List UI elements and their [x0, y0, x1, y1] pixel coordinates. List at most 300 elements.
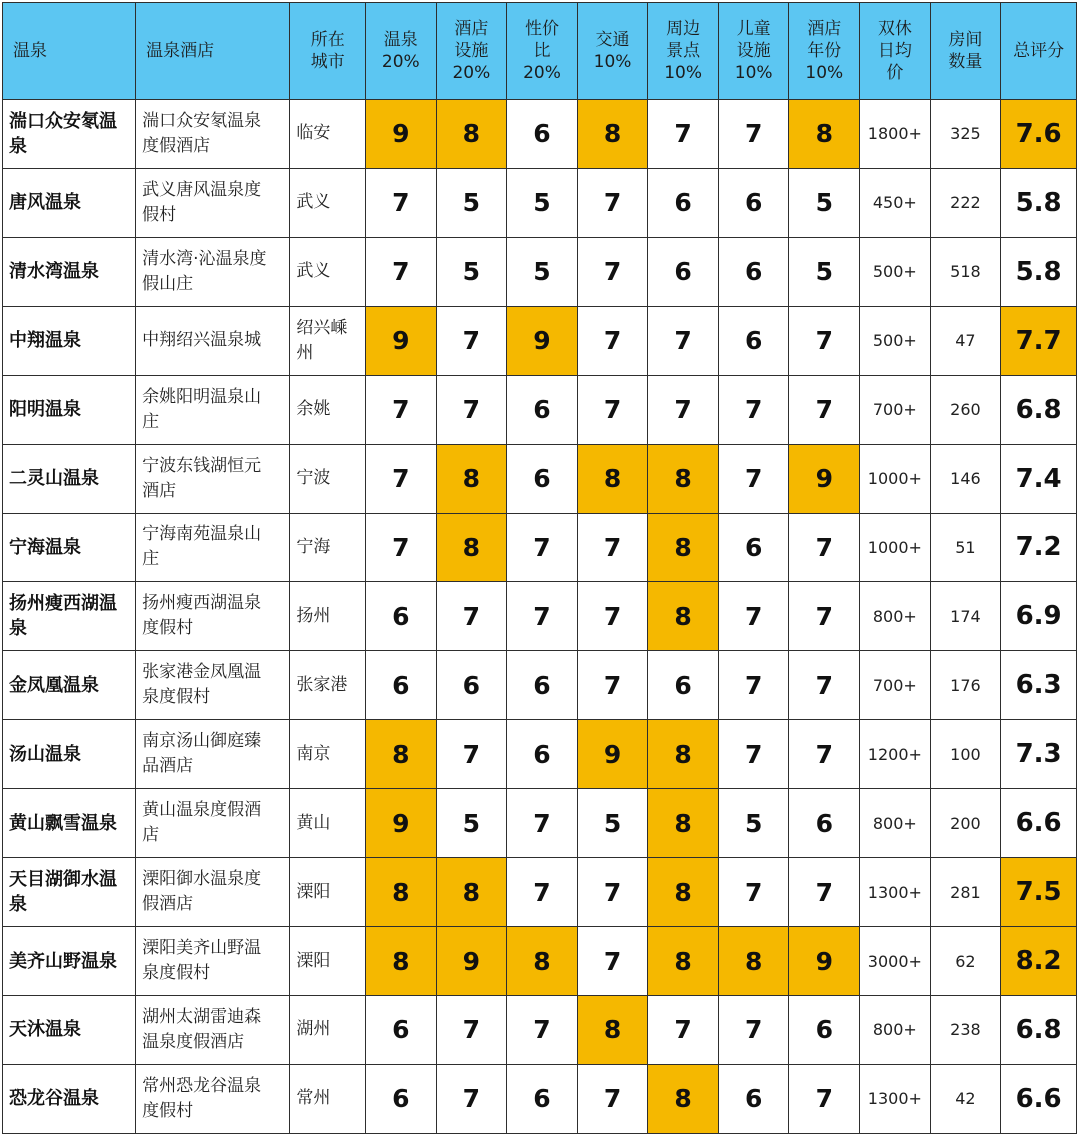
header-value-weight [507, 3, 578, 100]
spring-name-cell [3, 375, 136, 444]
score-cell: 9 [507, 306, 578, 375]
score-cell: 8 [648, 927, 719, 996]
name-line: 泉 [9, 894, 27, 916]
header-text-line: 城市 [310, 52, 345, 72]
city-cell [290, 858, 366, 927]
city-line: 南京 [296, 743, 331, 764]
score-cell: 6 [718, 237, 789, 306]
hotel-line: 假村 [142, 204, 177, 225]
score-cell: 7 [718, 651, 789, 720]
total-score-cell: 6.6 [1001, 789, 1077, 858]
name-line: 美齐山野温泉 [9, 950, 117, 972]
total-score-cell: 6.8 [1001, 375, 1077, 444]
city-line: 宁波 [296, 468, 331, 489]
spring-name-cell [3, 789, 136, 858]
hotel-line: 度假村 [142, 618, 194, 639]
header-total-score [1001, 3, 1077, 100]
spring-name-cell [3, 995, 136, 1064]
room-count-cell: 222 [930, 168, 1001, 237]
table-row [3, 789, 1077, 858]
score-cell: 7 [648, 306, 719, 375]
header-text-line: 儿童 [736, 19, 771, 39]
total-score-cell: 7.7 [1001, 306, 1077, 375]
hotel-line: 品酒店 [142, 756, 194, 777]
score-cell: 8 [436, 444, 507, 513]
header-kids-weight [718, 3, 789, 100]
score-cell: 5 [436, 789, 507, 858]
score-cell: 7 [577, 582, 648, 651]
header-hot-spring [3, 3, 136, 100]
header-room-count [930, 3, 1001, 100]
spring-name-cell [3, 720, 136, 789]
city-cell [290, 306, 366, 375]
hotel-name-cell [136, 513, 290, 582]
hotel-line: 店 [142, 825, 160, 846]
score-cell: 7 [718, 720, 789, 789]
score-cell: 6 [507, 1064, 578, 1133]
hotel-line: 南京汤山御庭臻 [142, 731, 262, 752]
score-cell: 8 [648, 858, 719, 927]
hotel-line: 温泉度假酒店 [142, 1031, 245, 1052]
table-row [3, 513, 1077, 582]
score-cell: 6 [507, 444, 578, 513]
score-cell: 7 [366, 237, 437, 306]
table-row [3, 237, 1077, 306]
score-cell: 8 [577, 444, 648, 513]
spring-name-cell [3, 306, 136, 375]
score-cell: 8 [366, 927, 437, 996]
hotel-line: 宁海南苑温泉山 [142, 524, 262, 545]
score-cell: 9 [789, 444, 860, 513]
score-cell: 5 [507, 237, 578, 306]
hotel-line: 清水湾·沁温泉度 [142, 248, 267, 269]
score-cell: 7 [718, 375, 789, 444]
score-cell: 8 [577, 995, 648, 1064]
hotel-line: 酒店 [142, 480, 177, 501]
score-cell: 7 [577, 375, 648, 444]
header-text-line: 交通 [595, 30, 630, 50]
weekend-price-cell: 500+ [860, 237, 931, 306]
score-cell: 7 [436, 720, 507, 789]
score-cell: 6 [366, 1064, 437, 1133]
hotel-line: 湖州太湖雷迪森 [142, 1006, 262, 1027]
weekend-price-cell: 1800+ [860, 100, 931, 169]
city-cell [290, 1064, 366, 1133]
total-score-cell: 5.8 [1001, 237, 1077, 306]
total-score-cell: 6.9 [1001, 582, 1077, 651]
room-count-cell: 200 [930, 789, 1001, 858]
header-text-line: 温泉 [383, 30, 418, 50]
header-text-line: 10% [664, 63, 703, 83]
score-cell: 8 [648, 1064, 719, 1133]
total-score-cell: 6.8 [1001, 995, 1077, 1064]
table-row [3, 100, 1077, 169]
name-line: 湍口众安氡温 [9, 110, 117, 132]
total-score-cell: 8.2 [1001, 927, 1077, 996]
score-cell: 6 [507, 375, 578, 444]
name-line: 宁海温泉 [9, 536, 81, 558]
header-text-line: 周边 [666, 19, 701, 39]
spring-name-cell [3, 237, 136, 306]
city-line: 溧阳 [296, 881, 331, 902]
header-text-line: 总评分 [1013, 41, 1065, 61]
score-cell: 7 [718, 100, 789, 169]
city-line: 临安 [296, 123, 331, 144]
score-cell: 5 [436, 237, 507, 306]
header-spring-weight [366, 3, 437, 100]
city-line: 张家港 [296, 674, 348, 695]
header-text-line: 所在 [310, 30, 345, 50]
city-line: 扬州 [296, 605, 331, 626]
header-text-line: 设施 [736, 41, 771, 61]
total-score-cell: 5.8 [1001, 168, 1077, 237]
hot-spring-rating-table [2, 2, 1077, 1134]
header-hotel [136, 3, 290, 100]
hotel-name-cell [136, 789, 290, 858]
room-count-cell: 518 [930, 237, 1001, 306]
total-score-cell: 7.3 [1001, 720, 1077, 789]
hotel-name-cell [136, 168, 290, 237]
score-cell: 5 [789, 237, 860, 306]
score-cell: 8 [789, 100, 860, 169]
score-cell: 8 [648, 720, 719, 789]
score-cell: 8 [577, 100, 648, 169]
score-cell: 7 [789, 1064, 860, 1133]
spring-name-cell [3, 1064, 136, 1133]
score-cell: 7 [507, 789, 578, 858]
name-line: 汤山温泉 [9, 743, 81, 765]
score-cell: 6 [718, 513, 789, 582]
hotel-name-cell [136, 651, 290, 720]
hotel-name-cell [136, 375, 290, 444]
score-cell: 6 [436, 651, 507, 720]
spring-name-cell [3, 100, 136, 169]
score-cell: 7 [507, 513, 578, 582]
score-cell: 9 [366, 789, 437, 858]
hotel-line: 扬州瘦西湖温泉 [142, 593, 262, 614]
score-cell: 6 [366, 582, 437, 651]
score-cell: 7 [507, 995, 578, 1064]
header-text-line: 20% [452, 63, 491, 83]
hotel-name-cell [136, 858, 290, 927]
room-count-cell: 281 [930, 858, 1001, 927]
score-cell: 6 [789, 995, 860, 1064]
city-cell [290, 375, 366, 444]
room-count-cell: 325 [930, 100, 1001, 169]
score-cell: 6 [507, 651, 578, 720]
header-text-line: 价 [886, 63, 904, 83]
header-text-line: 房间 [948, 30, 983, 50]
weekend-price-cell: 500+ [860, 306, 931, 375]
score-cell: 9 [436, 927, 507, 996]
spring-name-cell [3, 582, 136, 651]
name-line: 天目湖御水温 [9, 869, 117, 891]
score-cell: 8 [436, 858, 507, 927]
score-cell: 7 [577, 237, 648, 306]
score-cell: 7 [789, 858, 860, 927]
weekend-price-cell: 800+ [860, 582, 931, 651]
total-score-cell: 7.6 [1001, 100, 1077, 169]
score-cell: 5 [577, 789, 648, 858]
weekend-price-cell: 1000+ [860, 513, 931, 582]
name-line: 泉 [9, 135, 27, 157]
score-cell: 7 [577, 858, 648, 927]
weekend-price-cell: 800+ [860, 995, 931, 1064]
table-row [3, 306, 1077, 375]
city-cell [290, 237, 366, 306]
score-cell: 7 [366, 168, 437, 237]
city-line: 宁海 [296, 536, 331, 557]
score-cell: 7 [718, 995, 789, 1064]
room-count-cell: 62 [930, 927, 1001, 996]
hotel-line: 庄 [142, 411, 160, 432]
room-count-cell: 47 [930, 306, 1001, 375]
score-cell: 6 [507, 100, 578, 169]
city-cell [290, 582, 366, 651]
hotel-line: 余姚阳明温泉山 [142, 386, 262, 407]
city-cell [290, 100, 366, 169]
city-line: 黄山 [296, 812, 331, 833]
weekend-price-cell: 1300+ [860, 1064, 931, 1133]
score-cell: 7 [789, 651, 860, 720]
header-text-line: 温泉 [13, 41, 47, 61]
weekend-price-cell: 1200+ [860, 720, 931, 789]
score-cell: 7 [436, 306, 507, 375]
score-cell: 7 [577, 513, 648, 582]
hotel-line: 庄 [142, 549, 160, 570]
score-cell: 9 [577, 720, 648, 789]
city-cell [290, 651, 366, 720]
score-cell: 6 [718, 1064, 789, 1133]
name-line: 阳明温泉 [9, 399, 81, 421]
score-cell: 8 [648, 789, 719, 858]
score-cell: 7 [507, 858, 578, 927]
city-line: 常州 [296, 1088, 331, 1109]
hotel-line: 泉度假村 [142, 963, 211, 984]
score-cell: 7 [577, 651, 648, 720]
score-cell: 8 [648, 582, 719, 651]
room-count-cell: 174 [930, 582, 1001, 651]
score-cell: 8 [648, 513, 719, 582]
total-score-cell: 6.6 [1001, 1064, 1077, 1133]
city-line: 武义 [296, 261, 331, 282]
city-line: 州 [296, 342, 314, 363]
room-count-cell: 176 [930, 651, 1001, 720]
score-cell: 6 [648, 237, 719, 306]
header-text-line: 酒店 [807, 19, 842, 39]
hotel-line: 溧阳美齐山野温 [142, 938, 262, 959]
header-text-line: 性价 [524, 19, 559, 39]
city-cell [290, 513, 366, 582]
room-count-cell: 51 [930, 513, 1001, 582]
table-row [3, 168, 1077, 237]
score-cell: 7 [789, 582, 860, 651]
score-cell: 7 [436, 995, 507, 1064]
spring-name-cell [3, 651, 136, 720]
header-text-line: 双休 [877, 19, 912, 39]
hotel-name-cell [136, 720, 290, 789]
header-text-line: 酒店 [454, 19, 489, 39]
total-score-cell: 7.5 [1001, 858, 1077, 927]
score-cell: 6 [648, 651, 719, 720]
header-text-line: 10% [805, 63, 844, 83]
hotel-name-cell [136, 995, 290, 1064]
score-cell: 6 [507, 720, 578, 789]
header-text-line: 温泉酒店 [146, 41, 215, 61]
room-count-cell: 100 [930, 720, 1001, 789]
weekend-price-cell: 700+ [860, 375, 931, 444]
score-cell: 7 [366, 375, 437, 444]
score-cell: 7 [577, 168, 648, 237]
hotel-name-cell [136, 1064, 290, 1133]
header-hotel-age-weight [789, 3, 860, 100]
total-score-cell: 6.3 [1001, 651, 1077, 720]
hotel-name-cell [136, 444, 290, 513]
hotel-line: 溧阳御水温泉度 [142, 869, 262, 890]
header-transport-weight [577, 3, 648, 100]
name-line: 恐龙谷温泉 [9, 1088, 99, 1110]
city-cell [290, 168, 366, 237]
score-cell: 7 [436, 582, 507, 651]
header-text-line: 10% [593, 52, 632, 72]
city-cell [290, 995, 366, 1064]
score-cell: 6 [366, 995, 437, 1064]
city-line: 武义 [296, 192, 331, 213]
weekend-price-cell: 700+ [860, 651, 931, 720]
name-line: 唐风温泉 [9, 192, 81, 214]
hotel-line: 假酒店 [142, 894, 194, 915]
hotel-line: 中翔绍兴温泉城 [142, 330, 262, 351]
score-cell: 8 [436, 100, 507, 169]
weekend-price-cell: 1300+ [860, 858, 931, 927]
city-line: 绍兴嵊 [296, 317, 348, 338]
hotel-line: 度假村 [142, 1100, 194, 1121]
score-cell: 7 [648, 100, 719, 169]
score-cell: 8 [507, 927, 578, 996]
hotel-line: 宁波东钱湖恒元 [142, 455, 262, 476]
hotel-name-cell [136, 100, 290, 169]
table-header [3, 3, 1077, 100]
hotel-line: 常州恐龙谷温泉 [142, 1075, 262, 1096]
header-text-line: 设施 [454, 41, 489, 61]
room-count-cell: 146 [930, 444, 1001, 513]
city-line: 余姚 [296, 399, 331, 420]
score-cell: 5 [718, 789, 789, 858]
score-cell: 6 [718, 168, 789, 237]
room-count-cell: 42 [930, 1064, 1001, 1133]
city-cell [290, 444, 366, 513]
header-text-line: 年份 [807, 41, 842, 61]
hotel-line: 度假酒店 [142, 135, 211, 156]
hotel-line: 泉度假村 [142, 687, 211, 708]
hotel-line: 武义唐风温泉度 [142, 179, 262, 200]
spring-name-cell [3, 858, 136, 927]
score-cell: 7 [718, 858, 789, 927]
weekend-price-cell: 1000+ [860, 444, 931, 513]
header-facilities-weight [436, 3, 507, 100]
city-line: 溧阳 [296, 950, 331, 971]
score-cell: 7 [789, 306, 860, 375]
name-line: 清水湾温泉 [9, 261, 99, 283]
table-row [3, 651, 1077, 720]
score-cell: 7 [789, 513, 860, 582]
spring-name-cell [3, 927, 136, 996]
weekend-price-cell: 800+ [860, 789, 931, 858]
score-cell: 7 [577, 1064, 648, 1133]
score-cell: 6 [789, 789, 860, 858]
name-line: 扬州瘦西湖温 [9, 593, 117, 615]
total-score-cell: 7.4 [1001, 444, 1077, 513]
header-text-line: 景点 [666, 41, 701, 61]
header-text-line: 20% [523, 63, 561, 83]
hotel-line: 黄山温泉度假酒 [142, 800, 262, 821]
score-cell: 6 [718, 306, 789, 375]
table-row [3, 1064, 1077, 1133]
name-line: 黄山飘雪温泉 [9, 812, 117, 834]
score-cell: 7 [648, 375, 719, 444]
hotel-name-cell [136, 306, 290, 375]
name-line: 二灵山温泉 [9, 468, 99, 490]
room-count-cell: 238 [930, 995, 1001, 1064]
score-cell: 7 [436, 375, 507, 444]
score-cell: 5 [436, 168, 507, 237]
spring-name-cell [3, 513, 136, 582]
hotel-name-cell [136, 237, 290, 306]
score-cell: 7 [718, 582, 789, 651]
score-cell: 7 [366, 513, 437, 582]
header-text-line: 比 [533, 41, 551, 61]
city-cell [290, 720, 366, 789]
score-cell: 9 [789, 927, 860, 996]
hotel-line: 张家港金凤凰温 [142, 662, 262, 683]
score-cell: 7 [366, 444, 437, 513]
table-row [3, 927, 1077, 996]
header-text-line: 日均 [877, 41, 912, 61]
score-cell: 8 [366, 720, 437, 789]
table-body [3, 100, 1077, 1134]
score-cell: 9 [366, 100, 437, 169]
score-cell: 9 [366, 306, 437, 375]
score-cell: 7 [718, 444, 789, 513]
score-cell: 6 [648, 168, 719, 237]
name-line: 泉 [9, 618, 27, 640]
name-line: 金凤凰温泉 [9, 674, 99, 696]
header-text-line: 数量 [948, 52, 983, 72]
weekend-price-cell: 3000+ [860, 927, 931, 996]
table-row [3, 995, 1077, 1064]
city-line: 湖州 [296, 1019, 331, 1040]
score-cell: 7 [507, 582, 578, 651]
score-cell: 8 [436, 513, 507, 582]
header-city [290, 3, 366, 100]
weekend-price-cell: 450+ [860, 168, 931, 237]
score-cell: 8 [648, 444, 719, 513]
score-cell: 8 [718, 927, 789, 996]
hotel-line: 假山庄 [142, 273, 194, 294]
room-count-cell: 260 [930, 375, 1001, 444]
city-cell [290, 789, 366, 858]
score-cell: 7 [436, 1064, 507, 1133]
header-text-line: 20% [381, 52, 420, 72]
score-cell: 7 [789, 720, 860, 789]
spring-name-cell [3, 444, 136, 513]
score-cell: 5 [789, 168, 860, 237]
table-row [3, 375, 1077, 444]
score-cell: 5 [507, 168, 578, 237]
score-cell: 7 [577, 927, 648, 996]
score-cell: 7 [577, 306, 648, 375]
score-cell: 6 [366, 651, 437, 720]
